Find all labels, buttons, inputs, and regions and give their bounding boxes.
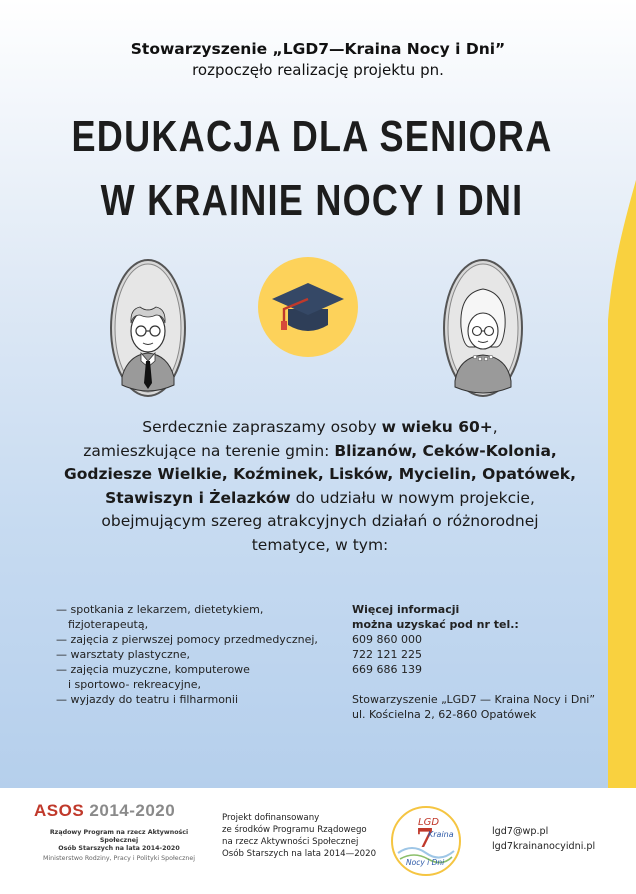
intro-residence: zamieszkujące na terenie gmin:	[83, 441, 335, 460]
age-highlight: w wieku 60+	[381, 418, 493, 436]
lgd-logo-kraina: Kraina	[428, 830, 454, 839]
funding-line: Projekt dofinansowany	[222, 813, 320, 823]
phone-number: 609 860 000	[352, 633, 422, 646]
intro-comma: ,	[492, 418, 498, 436]
activities-list	[56, 602, 336, 707]
ministry-name: Ministerstwo Rodziny, Pracy i Polityki Społecznej	[42, 855, 196, 862]
footer-contacts	[492, 824, 595, 854]
funding-line: ze środków Programu Rządowego	[222, 825, 367, 835]
senior-woman-portrait-icon	[441, 257, 525, 399]
asos-program-line1: Rządowy Program na rzecz Aktywności Społecznej	[49, 829, 189, 844]
senior-man-portrait-icon	[108, 257, 188, 399]
funding-line: na rzecz Aktywności Społecznej	[222, 837, 359, 847]
contact-subheading: można uzyskać pod nr tel.:	[352, 618, 519, 631]
asos-program-line2: Osób Starszych na lata 2014-2020	[58, 845, 180, 852]
contact-info	[352, 602, 612, 722]
intro-text: Serdecznie zapraszamy osoby	[142, 418, 382, 436]
phone-number: 722 121 225	[352, 648, 422, 661]
organization-name: Stowarzyszenie „LGD7 — Kraina Nocy i Dni”	[352, 693, 596, 706]
funding-note	[222, 812, 392, 860]
page-title-line2: W KRAINIE NOCY I DNI	[100, 176, 524, 225]
list-item: — spotkania z lekarzem, dietetykiem,	[56, 603, 264, 616]
list-item: i sportowo- rekreacyjne,	[68, 678, 202, 691]
list-item: — wyjazdy do teatru i filharmonii	[56, 693, 239, 706]
email-link[interactable]: lgd7@wp.pl	[492, 826, 549, 837]
organization-address: ul. Kościelna 2, 62-860 Opatówek	[352, 708, 537, 721]
asos-logo-years: 2014-2020	[89, 801, 176, 820]
website-link[interactable]: lgd7krainanocyidni.pl	[492, 841, 596, 852]
list-item: — zajęcia z pierwszej pomocy przedmedycznej,	[56, 633, 318, 646]
lgd-logo-nocy: Nocy i Dni	[406, 858, 445, 867]
municipalities-list: Blizanów, Ceków-Kolonia, Godziesze Wielkie, Koźminek, Lisków, Mycielin, Opatówek, Stawiszyn i Żelazków	[63, 441, 576, 507]
lgd7-logo	[388, 803, 464, 879]
page-title-line1: EDUKACJA DLA SENIORA	[71, 112, 553, 161]
header-subtitle: rozpoczęło realizację projektu pn.	[192, 61, 444, 79]
invitation-text	[60, 416, 580, 557]
asos-logo	[34, 801, 175, 821]
header-organization: Stowarzyszenie „LGD7—Kraina Nocy i Dni”	[130, 40, 506, 58]
graduation-cap-icon	[258, 257, 358, 357]
list-item: — zajęcia muzyczne, komputerowe	[56, 663, 250, 676]
intro-continuation: do udziału w nowym projekcie, obejmującym szereg atrakcyjnych działań o różnorodnej tematyce, w tym:	[101, 488, 539, 554]
contact-heading: Więcej informacji	[352, 603, 460, 616]
asos-logo-name: ASOS	[34, 801, 85, 820]
list-item: — warsztaty plastyczne,	[56, 648, 191, 661]
asos-program-name	[34, 829, 204, 853]
phone-number: 669 686 139	[352, 663, 422, 676]
list-item: fizjoterapeutą,	[68, 618, 149, 631]
funding-line: Osób Starszych na lata 2014—2020	[222, 849, 377, 859]
lgd-logo-lgd: LGD	[418, 817, 440, 828]
lgd-logo-7: 7	[416, 824, 435, 854]
